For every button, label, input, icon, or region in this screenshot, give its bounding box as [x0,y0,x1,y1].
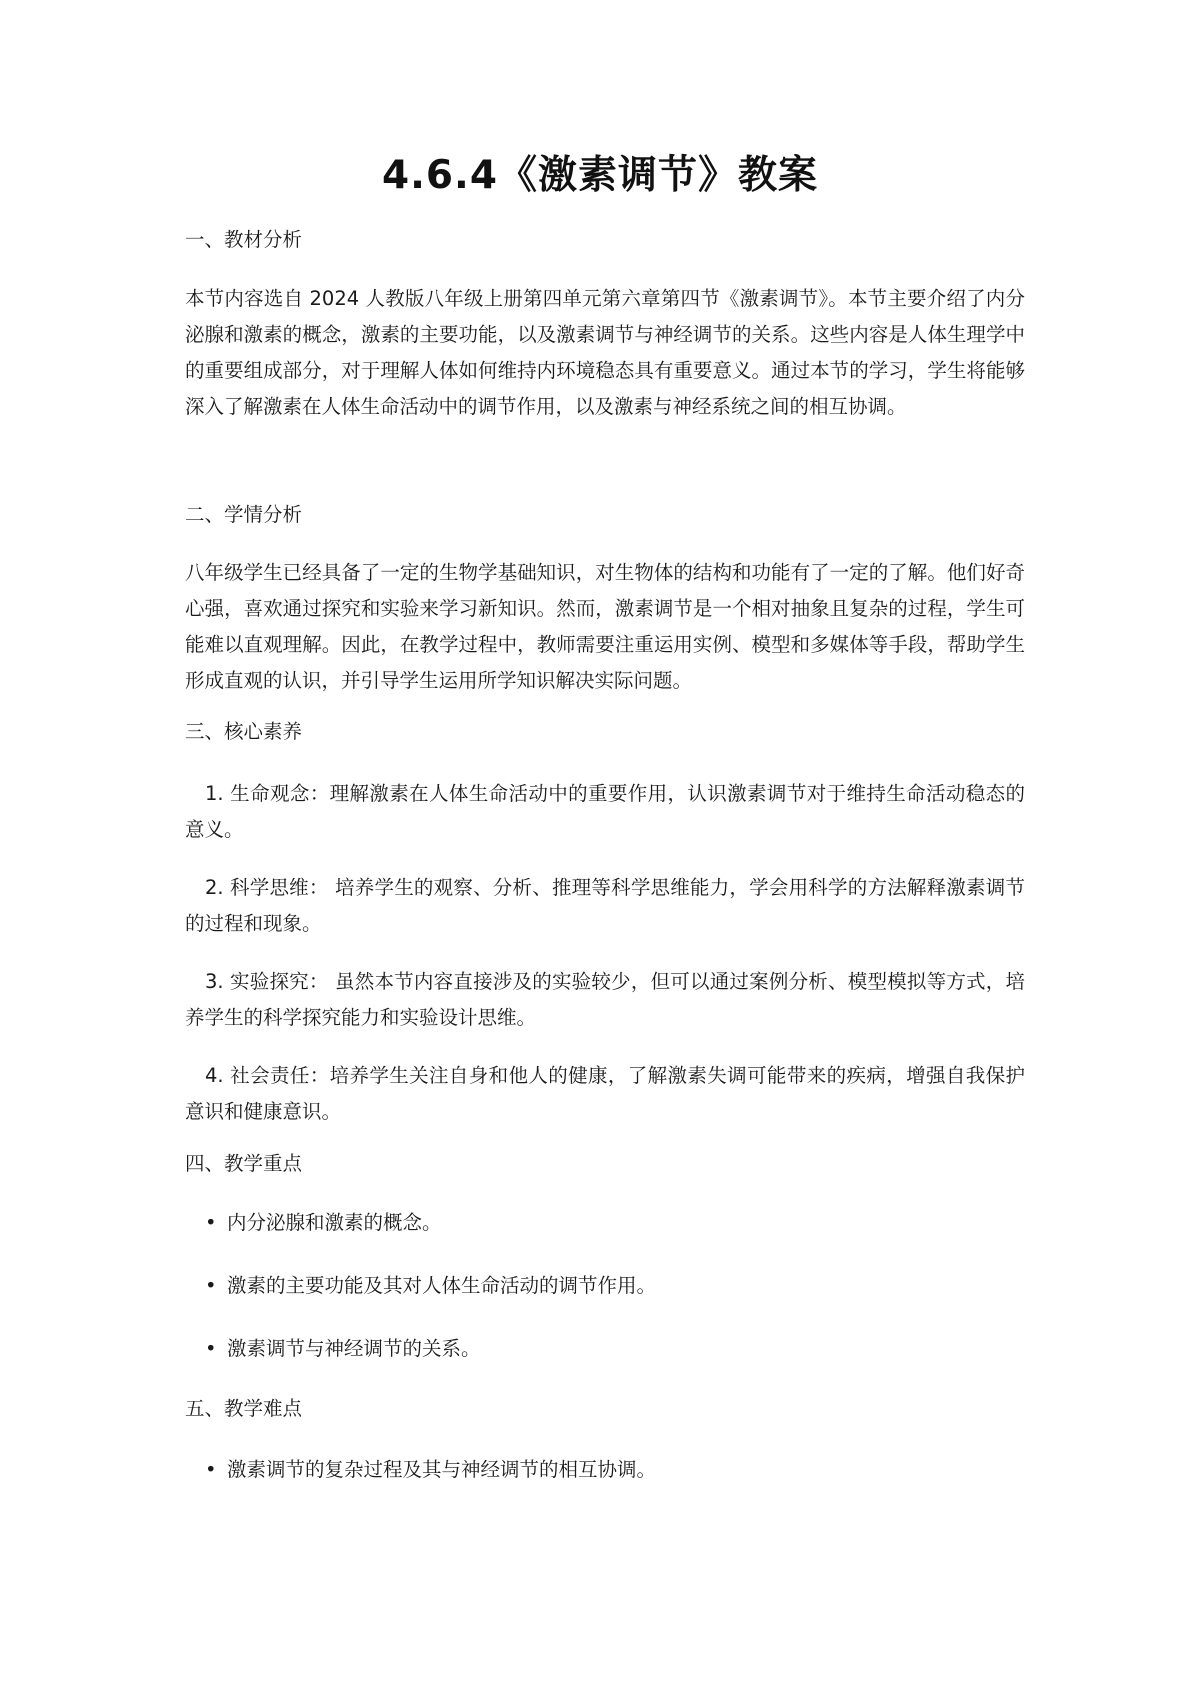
bullet-dot: • [205,1274,217,1297]
paragraph-student-analysis: 八年级学生已经具备了一定的生物学基础知识，对生物体的结构和功能有了一定的了解。他们好奇心强，喜欢通过探究和实验来学习新知识。然而，激素调节是一个相对抽象且复杂的过程，学生可能难以直观理解。因此，在教学过程中，教师需要注重运用实例、模型和多媒体等手段，帮助学生形成直观的认识，并引导学生运用所学知识解决实际问题。 [185,561,1025,692]
teaching-focus-bullet-1 [205,1205,1025,1241]
bullet-text: 激素调节的复杂过程及其与神经调节的相互协调。 [227,1458,657,1481]
section-heading-core-literacy: 三、核心素养 [185,720,303,743]
bullet-dot: • [205,1337,217,1360]
section-heading-textbook-analysis: 一、教材分析 [185,228,303,251]
teaching-focus-bullet-3 [205,1331,1025,1367]
bullet-text: 内分泌腺和激素的概念。 [227,1211,442,1234]
core-literacy-item-4: 4. 社会责任：培养学生关注自身和他人的健康，了解激素失调可能带来的疾病，增强自我保护意识和健康意识。 [185,1064,1025,1123]
section-heading-student-analysis: 二、学情分析 [185,503,303,526]
bullet-dot: • [205,1211,217,1234]
teaching-difficulty-bullet-1 [205,1452,1025,1488]
document-title: 4.6.4《激素调节》教案 [381,153,819,198]
core-literacy-item-1: 1. 生命观念：理解激素在人体生命活动中的重要作用，认识激素调节对于维持生命活动稳态的意义。 [185,782,1025,841]
core-literacy-item-3: 3. 实验探究： 虽然本节内容直接涉及的实验较少，但可以通过案例分析、模型模拟等方式，培养学生的科学探究能力和实验设计思维。 [185,970,1025,1029]
teaching-focus-bullet-2 [205,1268,1025,1304]
bullet-text: 激素的主要功能及其对人体生命活动的调节作用。 [227,1274,657,1297]
section-heading-teaching-difficulty: 五、教学难点 [185,1397,303,1420]
core-literacy-item-2: 2. 科学思维： 培养学生的观察、分析、推理等科学思维能力，学会用科学的方法解释激素调节的过程和现象。 [185,876,1025,935]
bullet-text: 激素调节与神经调节的关系。 [227,1337,481,1360]
section-heading-teaching-focus: 四、教学重点 [185,1152,303,1175]
bullet-dot: • [205,1458,217,1481]
paragraph-textbook-analysis: 本节内容选自 2024 人教版八年级上册第四单元第六章第四节《激素调节》。本节主要介绍了内分泌腺和激素的概念，激素的主要功能，以及激素调节与神经调节的关系。这些内容是人体生理学中的重要组成部分，对于理解人体如何维持内环境稳态具有重要意义。通过本节的学习，学生将能够深入了解激素在人体生命活动中的调节作用，以及激素与神经系统之间的相互协调。 [185,287,1025,418]
